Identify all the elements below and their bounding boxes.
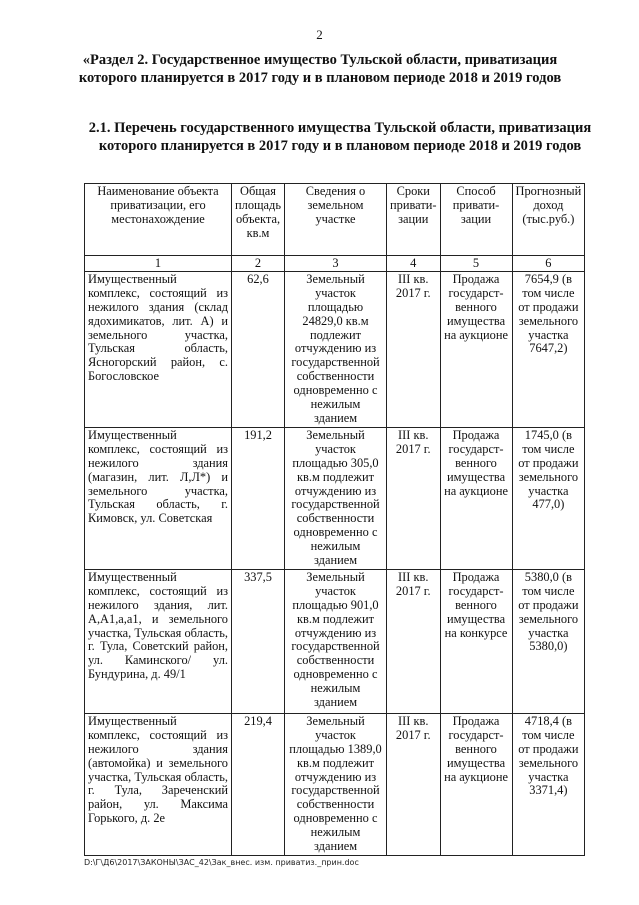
file-path-footer: D:\Г\Д6\2017\ЗАКОНЫ\ЗАС_42\Зак_внес. изм. приватиз._прин.doc xyxy=(84,858,359,867)
header-term: Сроки привати-зации xyxy=(387,184,441,256)
cell-method: Продажа государст-венного имущества на аукционе xyxy=(440,427,512,569)
table-row xyxy=(85,569,585,713)
cell-area: 337,5 xyxy=(232,569,285,713)
cell-term: III кв. 2017 г. xyxy=(387,569,441,713)
column-number: 3 xyxy=(285,256,387,272)
header-income: Прогнозный доход (тыс.руб.) xyxy=(512,184,585,256)
section-title: «Раздел 2. Государственное имущество Тульской области, приватизация которого планируется в 2017 году и в плановом периоде 2018 и 2019 годов xyxy=(78,52,562,86)
cell-method: Продажа государст-венного имущества на конкурсе xyxy=(440,569,512,713)
cell-method: Продажа государст-венного имущества на аукционе xyxy=(440,271,512,427)
cell-land: Земельный участок площадью 305,0 кв.м подлежит отчуждению из государственной собственности одновременно с нежилым зданием xyxy=(285,427,387,569)
table-row xyxy=(85,713,585,855)
cell-term: III кв. 2017 г. xyxy=(387,713,441,855)
table-row xyxy=(85,271,585,427)
header-land: Сведения о земельном участке xyxy=(285,184,387,256)
cell-method: Продажа государст-венного имущества на аукционе xyxy=(440,713,512,855)
column-number-row xyxy=(85,256,585,272)
cell-income: 4718,4 (в том числе от продажи земельного участка 3371,4) xyxy=(512,713,585,855)
cell-land: Земельный участок площадью 1389,0 кв.м подлежит отчуждению из государственной собственности одновременно с нежилым зданием xyxy=(285,713,387,855)
column-number: 5 xyxy=(440,256,512,272)
header-method: Способ привати-зации xyxy=(440,184,512,256)
cell-area: 219,4 xyxy=(232,713,285,855)
cell-land: Земельный участок площадью 901,0 кв.м подлежит отчуждению из государственной собственности одновременно с нежилым зданием xyxy=(285,569,387,713)
cell-term: III кв. 2017 г. xyxy=(387,427,441,569)
header-name: Наименование объекта приватизации, его местонахождение xyxy=(85,184,232,256)
page-number: 2 xyxy=(316,27,323,42)
cell-term: III кв. 2017 г. xyxy=(387,271,441,427)
cell-land: Земельный участок площадью 24829,0 кв.м подлежит отчуждению из государственной собственности одновременно с нежилым зданием xyxy=(285,271,387,427)
column-number: 1 xyxy=(85,256,232,272)
cell-name: Имущественный комплекс, состоящий из нежилого здания (автомойка) и земельного участка, Тульская область, г. Тула, Зареченский район, ул. Максима Горького, д. 2е xyxy=(85,713,232,855)
column-number: 6 xyxy=(512,256,585,272)
cell-area: 191,2 xyxy=(232,427,285,569)
cell-income: 7654,9 (в том числе от продажи земельного участка 7647,2) xyxy=(512,271,585,427)
table-header-row xyxy=(85,184,585,256)
cell-income: 1745,0 (в том числе от продажи земельного участка 477,0) xyxy=(512,427,585,569)
header-area: Общая площадь объекта, кв.м xyxy=(232,184,285,256)
column-number: 4 xyxy=(387,256,441,272)
property-table xyxy=(84,183,585,856)
table-row xyxy=(85,427,585,569)
cell-name: Имущественный комплекс, состоящий из нежилого здания, лит. А,А1,а,а1, и земельного участка, Тульская область, г. Тула, Советский район, ул. Каминского/ ул. Бундурина, д. 49/1 xyxy=(85,569,232,713)
cell-name: Имущественный комплекс, состоящий из нежилого здания (магазин, лит. Л,Л*) и земельного участка, Тульская область, г. Кимовск, ул. Советская xyxy=(85,427,232,569)
cell-name: Имущественный комплекс, состоящий из нежилого здания (склад ядохимикатов, лит. А) и земельного участка, Тульская область, Ясногорский район, с. Богословское xyxy=(85,271,232,427)
cell-area: 62,6 xyxy=(232,271,285,427)
column-number: 2 xyxy=(232,256,285,272)
cell-income: 5380,0 (в том числе от продажи земельного участка 5380,0) xyxy=(512,569,585,713)
subsection-title: 2.1. Перечень государственного имущества Тульской области, приватизация которого планируется в 2017 году и в плановом периоде 2018 и 2019 годов xyxy=(88,120,592,154)
